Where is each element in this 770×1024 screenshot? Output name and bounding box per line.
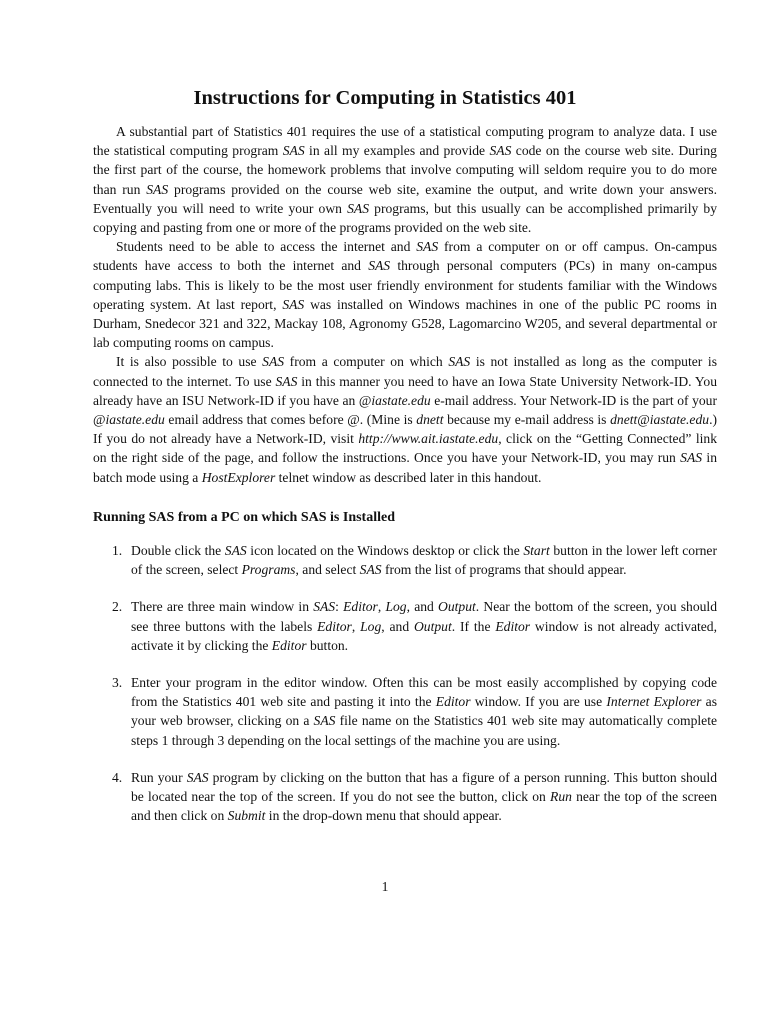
emphasis-text: SAS <box>313 599 336 615</box>
emphasis-text: SAS <box>489 143 512 159</box>
step-text: Double click the SAS icon located on the Windows desktop or click the Start button in the lower left corner of the screen, select Programs, and select SAS from the list of programs that should appear. <box>131 543 717 578</box>
step-text: Run your SAS program by clicking on the button that has a figure of a person running. This button should be located near the top of the screen. If you do not see the button, click on Run near the top of the screen and then click on Submit in the drop-down menu that should appear. <box>131 769 717 824</box>
emphasis-text: Submit <box>227 808 266 824</box>
emphasis-text: SAS <box>262 354 285 370</box>
emphasis-text: SAS <box>146 181 169 197</box>
document-title: Instructions for Computing in Statistics 401 <box>193 87 577 109</box>
list-item <box>93 541 717 579</box>
emphasis-text: Editor <box>343 599 378 615</box>
emphasis-text: Editor <box>317 618 352 634</box>
list-item <box>93 597 717 655</box>
section-heading: Running SAS from a PC on which SAS is Installed <box>93 510 395 525</box>
paragraph: It is also possible to use SAS from a computer on which SAS is not installed as long as the computer is connected to the internet. To use SAS in this manner you need to have an Iowa State University Network-ID. You already have an ISU Network-ID if you have an @iastate.edu e-mail address. Your Network-ID is the part of your @iastate.edu email address that comes before @. (Mine is dnett because my e-mail address is dnett@iastate.edu.) If you do not already have a Network-ID, visit http://www.ait.iastate.edu, click on the “Getting Connected” link on the right side of the page, and follow the instructions. Once you have your Network-ID, you may run SAS in batch mode using a HostExplorer telnet window as described later in this handout. <box>93 354 717 485</box>
step-number: 1. <box>112 543 123 558</box>
emphasis-text: Output <box>438 599 476 615</box>
emphasis-text: SAS <box>282 296 305 312</box>
emphasis-text: Start <box>523 543 550 558</box>
emphasis-text: SAS <box>313 713 336 729</box>
emphasis-text: Log <box>385 599 407 615</box>
emphasis-text: iastate.edu <box>371 392 431 408</box>
emphasis-text: Editor <box>271 637 307 653</box>
intro-section <box>93 122 717 487</box>
paragraph: Students need to be able to access the internet and SAS from a computer on or off campus. On-campus students have access to both the internet and SAS through personal computers (PCs) in many on-campus computing labs. This is likely to be the most user friendly environment for students familiar with the Windows operating system. At last report, SAS was installed on Windows machines in one of the public PC rooms in Durham, Snedecor 321 and 322, Mackay 108, Agronomy G528, Lagomarcino W205, and several departmental or lab computing rooms on campus. <box>93 239 717 351</box>
emphasis-text: http://www.ait.iastate.edu <box>358 431 499 447</box>
step-number: 4. <box>112 769 123 785</box>
emphasis-text: HostExplorer <box>201 469 276 485</box>
emphasis-text: Editor <box>435 694 471 710</box>
emphasis-text: SAS <box>224 543 247 558</box>
emphasis-text: SAS <box>359 562 382 578</box>
emphasis-text: SAS <box>368 258 391 274</box>
emphasis-text: iastate.edu <box>105 412 165 428</box>
emphasis-text: Editor <box>495 618 531 634</box>
emphasis-text: SAS <box>282 143 305 159</box>
emphasis-text: SAS <box>186 769 209 785</box>
emphasis-text: Internet Explorer <box>606 694 702 710</box>
emphasis-text: SAS <box>347 200 370 216</box>
emphasis-text: SAS <box>275 373 298 389</box>
step-text: There are three main window in SAS: Editor, Log, and Output. Near the bottom of the screen, you should see three buttons with the labels Editor, Log, and Output. If the Editor window is not already activated, activate it by clicking the Editor button. <box>131 599 718 653</box>
list-item <box>93 673 717 750</box>
list-item <box>93 768 717 826</box>
paragraph: A substantial part of Statistics 401 requires the use of a statistical computing program to analyze data. I use the statistical computing program SAS in all my examples and provide SAS code on the course web site. During the first part of the course, the homework problems that involve computing will seldom require you to do more than run SAS programs provided on the course web site, examine the output, and write down your answers. Eventually you will need to write your own SAS programs, but this usually can be accomplished primarily by copying and pasting from one or more of the programs provided on the web site. <box>93 124 718 236</box>
emphasis-text: dnett <box>416 412 444 428</box>
steps-list <box>93 541 717 843</box>
emphasis-text: Log <box>360 618 382 634</box>
step-text: Enter your program in the editor window. Often this can be most easily accomplished by copying code from the Statistics 401 web site and pasting it into the Editor window. If you are use Internet Explorer as your web browser, clicking on a SAS file name on the Statistics 401 web site may automatically complete steps 1 through 3 depending on the local settings of the machine you are using. <box>131 675 718 748</box>
step-number: 2. <box>112 599 123 615</box>
page-number: 1 <box>381 879 389 894</box>
emphasis-text: Programs <box>241 562 296 578</box>
emphasis-text: SAS <box>448 354 471 370</box>
emphasis-text: dnett@iastate.edu <box>610 412 710 428</box>
step-number: 3. <box>112 675 123 691</box>
emphasis-text: SAS <box>416 239 439 255</box>
emphasis-text: Output <box>413 618 452 634</box>
emphasis-text: Run <box>550 789 572 805</box>
emphasis-text: SAS <box>680 450 703 466</box>
